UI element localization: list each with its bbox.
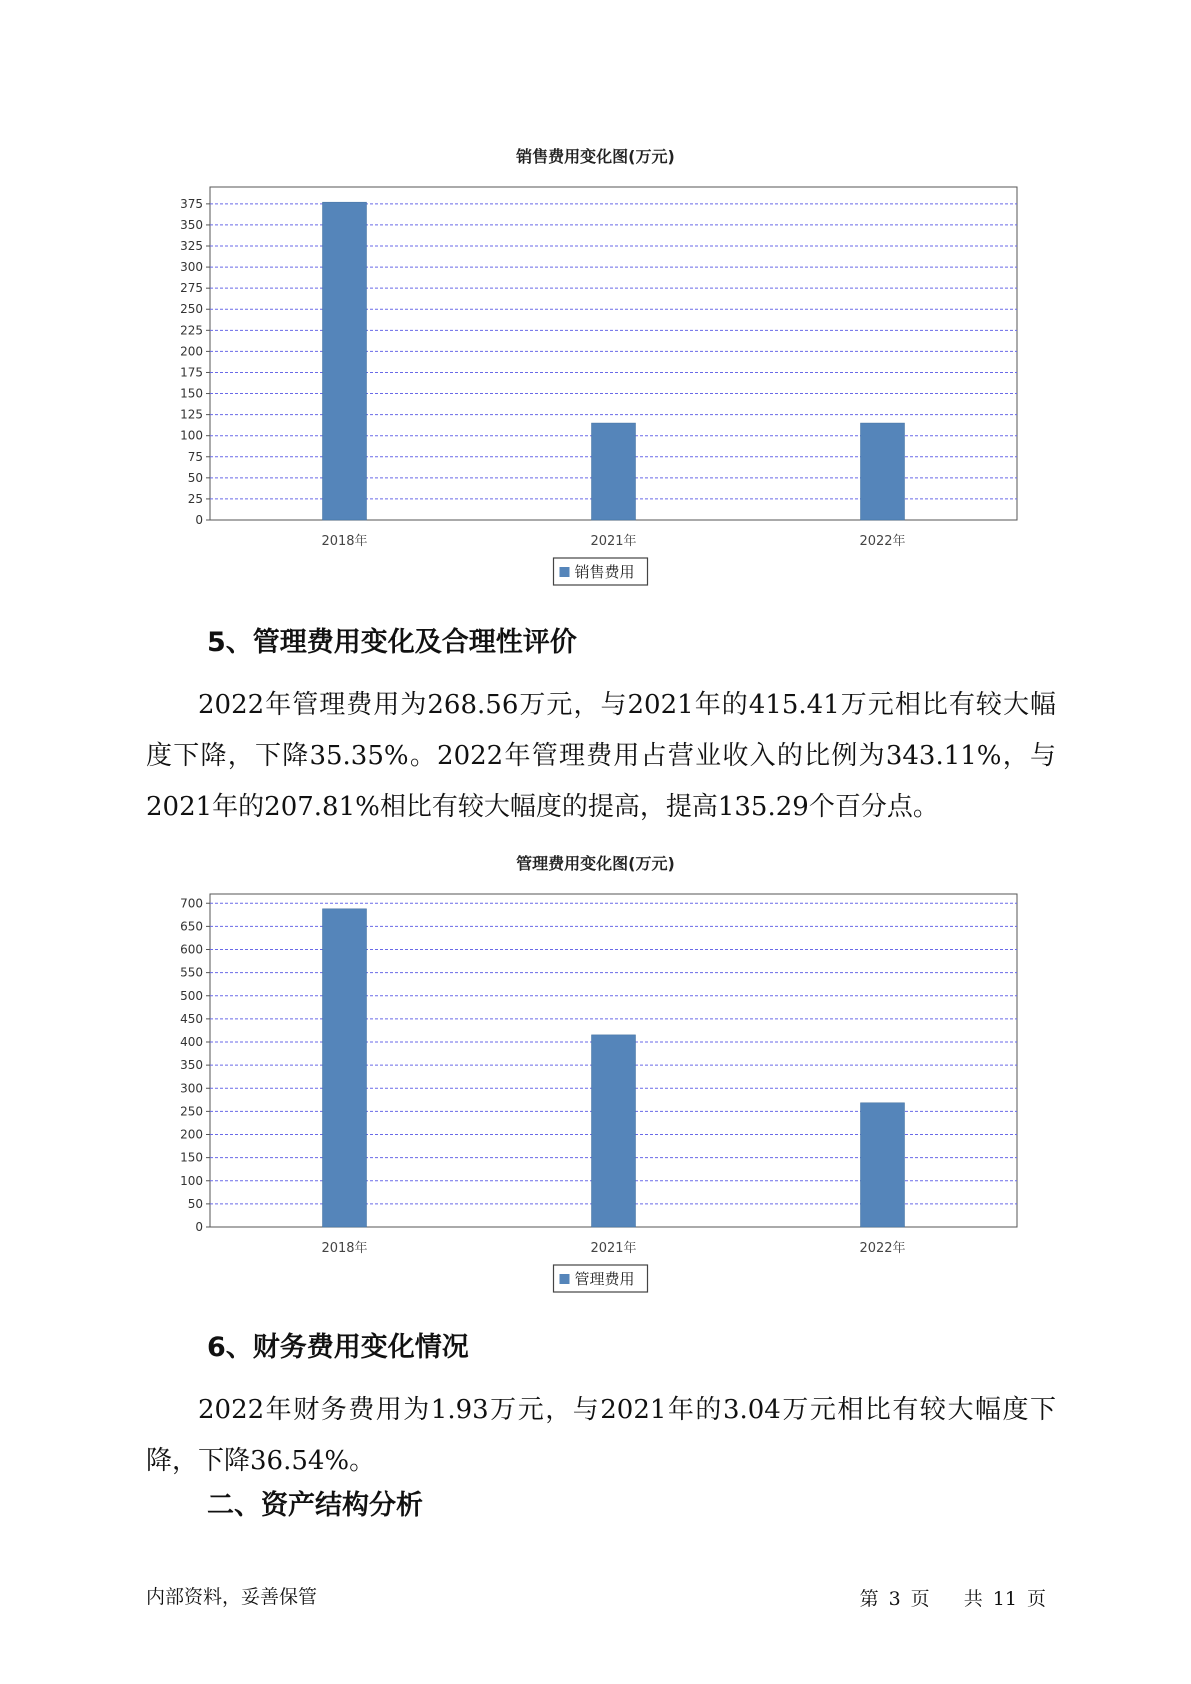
chart-title-admin: 管理费用变化图(万元) [516, 854, 675, 873]
bar-2018年 [323, 909, 367, 1227]
y-tick-label: 650 [180, 919, 203, 934]
x-tick-label: 2018年 [321, 534, 368, 549]
x-tick-label: 2021年 [590, 1241, 637, 1256]
sales-expense-chart [0, 170, 1191, 590]
y-tick-label: 0 [195, 1220, 203, 1234]
y-tick-label: 500 [180, 988, 203, 1003]
y-tick-label: 250 [180, 1104, 203, 1119]
paragraph-finance: 2022年财务费用为1.93万元，与2021年的3.04万元相比有较大幅度下降，下降36.54%。 [146, 1395, 1056, 1476]
total-suffix: 页 [1026, 1588, 1046, 1610]
page-suffix: 页 [910, 1588, 930, 1610]
bar-2022年 [861, 423, 905, 520]
y-tick-label: 50 [187, 1196, 203, 1211]
x-tick-label: 2021年 [590, 534, 637, 549]
bar-2021年 [592, 1035, 636, 1227]
y-tick-label: 700 [180, 896, 203, 911]
y-tick-label: 350 [180, 217, 203, 232]
bar-2021年 [592, 423, 636, 520]
y-tick-label: 225 [180, 323, 203, 338]
footer-confidential: 内部资料，妥善保管 [146, 1586, 318, 1608]
y-tick-label: 325 [180, 239, 203, 254]
total-prefix: 共 [963, 1588, 983, 1610]
y-tick-label: 150 [180, 386, 203, 401]
admin-expense-chart [0, 877, 1191, 1297]
paragraph-admin: 2022年管理费用为268.56万元，与2021年的415.41万元相比有较大幅度下降，下降35.35%。2022年管理费用占营业收入的比例为343.11%，与2021年的207.81%相比有较大幅度的提高，提高135.29个百分点。 [146, 690, 1056, 822]
y-tick-label: 25 [187, 491, 203, 506]
x-tick-label: 2022年 [859, 534, 906, 549]
y-tick-label: 75 [187, 449, 203, 464]
bar-2022年 [861, 1103, 905, 1227]
page-prefix: 第 [859, 1588, 879, 1610]
y-tick-label: 200 [180, 1127, 203, 1142]
y-tick-label: 100 [180, 1173, 203, 1188]
page-number [855, 1584, 1051, 1611]
x-tick-label: 2018年 [321, 1241, 368, 1256]
legend-swatch [560, 567, 570, 577]
y-tick-label: 350 [180, 1058, 203, 1073]
y-tick-label: 550 [180, 965, 203, 980]
y-tick-label: 275 [180, 281, 203, 296]
bar-2018年 [323, 202, 367, 520]
y-tick-label: 100 [180, 428, 203, 443]
page-current: 3 [888, 1588, 901, 1610]
chart-title-sales: 销售费用变化图(万元) [516, 147, 675, 166]
y-tick-label: 0 [195, 513, 203, 527]
y-tick-label: 375 [180, 196, 203, 211]
y-tick-label: 250 [180, 302, 203, 317]
legend-swatch [560, 1274, 570, 1284]
section-heading-admin: 5、管理费用变化及合理性评价 [207, 627, 577, 658]
section-heading-finance: 6、财务费用变化情况 [207, 1332, 469, 1363]
y-tick-label: 200 [180, 344, 203, 359]
y-tick-label: 300 [180, 260, 203, 275]
y-tick-label: 50 [187, 470, 203, 485]
y-tick-label: 150 [180, 1150, 203, 1165]
y-tick-label: 450 [180, 1011, 203, 1026]
section-heading-assets: 二、资产结构分析 [207, 1490, 423, 1521]
legend-label: 销售费用 [574, 563, 635, 581]
y-tick-label: 175 [180, 365, 203, 380]
y-tick-label: 125 [180, 407, 203, 422]
x-tick-label: 2022年 [859, 1241, 906, 1256]
legend-label: 管理费用 [574, 1270, 635, 1288]
y-tick-label: 600 [180, 942, 203, 957]
y-tick-label: 300 [180, 1081, 203, 1096]
page-total: 11 [992, 1588, 1017, 1610]
y-tick-label: 400 [180, 1035, 203, 1049]
